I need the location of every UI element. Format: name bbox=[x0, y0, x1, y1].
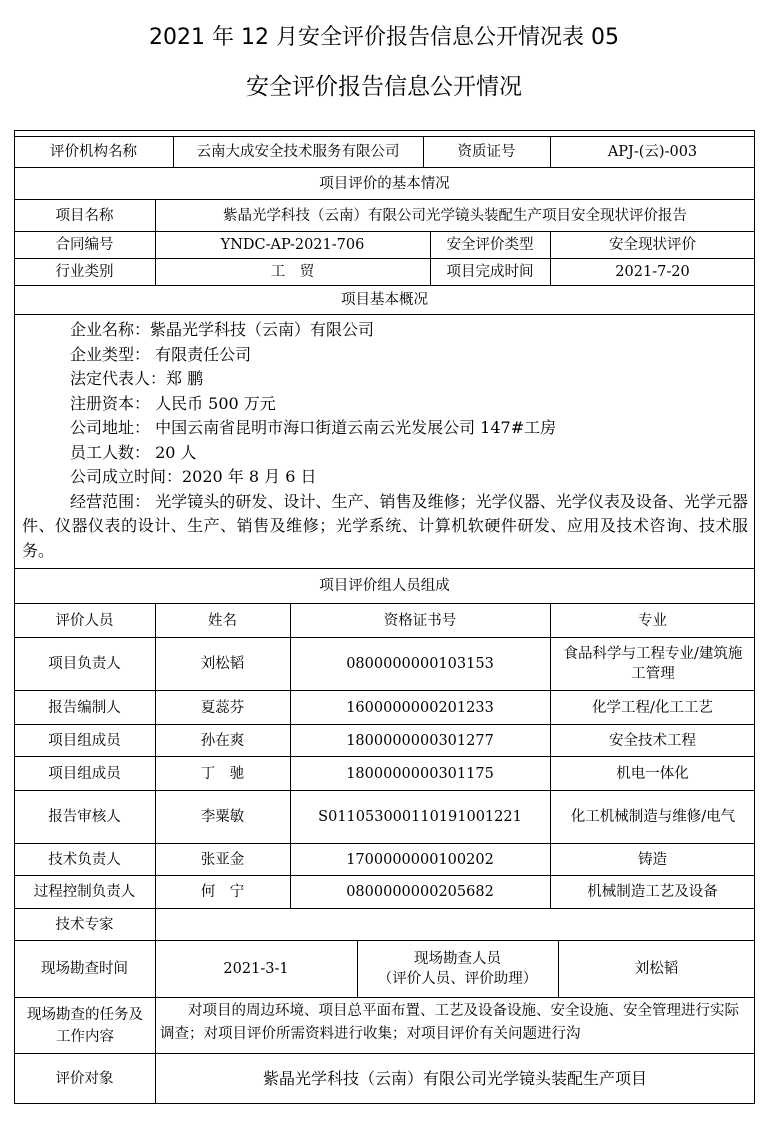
staff-major: 化学工程/化工工艺 bbox=[592, 699, 713, 716]
staff-role: 项目组成员 bbox=[48, 732, 121, 749]
cert-value: APJ-(云)-003 bbox=[607, 144, 698, 160]
survey-staff-label-line2: （评价人员、评价助理） bbox=[377, 971, 538, 987]
eval-object-value: 紫晶光学科技（云南）有限公司光学镜头装配生产项目 bbox=[262, 1069, 647, 1088]
staff-role: 技术负责人 bbox=[48, 851, 121, 868]
overview-section-heading: 项目基本概况 bbox=[341, 292, 428, 308]
row-rule bbox=[14, 314, 755, 315]
address-line: 公司地址： 中国云南省昆明市海口街道云南云光发展公司 147#工房 bbox=[70, 418, 557, 437]
eval-type-value: 安全现状评价 bbox=[609, 237, 696, 253]
legal-rep-line: 法定代表人：郑 鹏 bbox=[70, 369, 204, 388]
business-scope-paragraph: 经营范围： 光学镜头的研发、设计、生产、销售及维修；光学仪器、光学仪表及设备、光学元器件、仪器仪表的设计、生产、销售及维修；光学系统、计算机软硬件研发、应用及技术咨询、技术服务。 bbox=[22, 491, 748, 560]
founded-line: 公司成立时间：2020 年 8 月 6 日 bbox=[70, 467, 317, 486]
contract-value: YNDC-AP-2021-706 bbox=[220, 237, 365, 253]
staff-cert: S011053000110191001221 bbox=[318, 809, 522, 825]
staff-header-major: 专业 bbox=[638, 612, 667, 629]
document-title: 2021 年 12 月安全评价报告信息公开情况表 05 bbox=[149, 25, 619, 50]
survey-task-text: 对项目的周边环境、项目总平面布置、工艺及设备设施、安全设施、安全管理进行实际调查；对项目评价所需资料进行收集；对项目评价有关问题进行沟 bbox=[160, 1003, 739, 1042]
cert-label: 资质证号 bbox=[457, 144, 516, 160]
capital-line: 注册资本： 人民币 500 万元 bbox=[70, 393, 276, 413]
survey-staff-label-line1: 现场勘查人员 bbox=[414, 951, 501, 967]
project-overview bbox=[22, 318, 748, 563]
staff-cert: 1600000000201233 bbox=[346, 699, 494, 716]
tech-expert-label: 技术专家 bbox=[55, 916, 114, 933]
staff-name: 刘松韬 bbox=[200, 656, 245, 672]
staff-role: 报告编制人 bbox=[48, 699, 121, 716]
survey-time-label: 现场勘查时间 bbox=[41, 961, 128, 977]
employees-line: 员工人数： 20 人 bbox=[70, 442, 197, 462]
contract-label: 合同编号 bbox=[55, 237, 114, 253]
staff-cert: 0800000000103153 bbox=[346, 656, 494, 672]
company-type-line: 企业类型： 有限责任公司 bbox=[70, 344, 252, 364]
staff-header-name: 姓名 bbox=[208, 612, 237, 629]
basic-section-heading: 项目评价的基本情况 bbox=[319, 175, 450, 192]
survey-staff-label bbox=[357, 941, 558, 997]
staff-role: 项目负责人 bbox=[48, 656, 121, 672]
project-name-value: 紫晶光学科技（云南）有限公司光学镜头装配生产项目安全现状评价报告 bbox=[223, 207, 687, 224]
staff-major: 铸造 bbox=[638, 851, 667, 868]
staff-name: 李粟敏 bbox=[200, 809, 245, 825]
survey-staff-value: 刘松韬 bbox=[634, 961, 679, 977]
document-subtitle: 安全评价报告信息公开情况 bbox=[246, 74, 522, 100]
survey-task-label: 现场勘查的任务及工作内容 bbox=[27, 1006, 143, 1045]
staff-cert: 1700000000100202 bbox=[346, 851, 494, 868]
staff-header-role: 评价人员 bbox=[55, 612, 114, 629]
finish-time-value: 2021-7-20 bbox=[615, 264, 690, 280]
staff-major: 食品科学与工程专业/建筑施工管理 bbox=[563, 646, 743, 682]
staff-role: 项目组成员 bbox=[48, 765, 121, 782]
staff-header-cert: 资格证书号 bbox=[383, 612, 457, 629]
industry-value: 工 贸 bbox=[270, 264, 315, 280]
org-label: 评价机构名称 bbox=[50, 144, 137, 160]
staff-cert: 1800000000301277 bbox=[346, 732, 494, 749]
staff-cert: 0800000000205682 bbox=[346, 884, 494, 900]
staff-name: 丁 驰 bbox=[200, 765, 245, 782]
industry-label: 行业类别 bbox=[55, 264, 114, 280]
staff-role: 报告审核人 bbox=[48, 809, 121, 825]
survey-time-value: 2021-3-1 bbox=[223, 961, 289, 977]
org-value: 云南大成安全技术服务有限公司 bbox=[196, 144, 400, 160]
staff-section-heading: 项目评价组人员组成 bbox=[319, 578, 450, 594]
eval-type-label: 安全评价类型 bbox=[446, 237, 534, 253]
staff-role: 过程控制负责人 bbox=[33, 884, 136, 900]
eval-object-label: 评价对象 bbox=[55, 1071, 114, 1087]
staff-name: 何 宁 bbox=[200, 884, 245, 900]
staff-name: 孙在爽 bbox=[200, 732, 245, 749]
staff-name: 张亚金 bbox=[200, 851, 245, 868]
staff-major: 机械制造工艺及设备 bbox=[587, 884, 718, 900]
staff-major: 化工机械制造与维修/电气 bbox=[570, 809, 736, 825]
staff-major: 机电一体化 bbox=[616, 765, 689, 782]
project-name-label: 项目名称 bbox=[55, 207, 114, 224]
staff-cert: 1800000000301175 bbox=[346, 765, 494, 782]
finish-time-label: 项目完成时间 bbox=[446, 264, 534, 280]
company-name-line: 企业名称：紫晶光学科技（云南）有限公司 bbox=[70, 320, 375, 339]
staff-major: 安全技术工程 bbox=[609, 732, 696, 749]
staff-name: 夏蕊芬 bbox=[200, 699, 245, 716]
